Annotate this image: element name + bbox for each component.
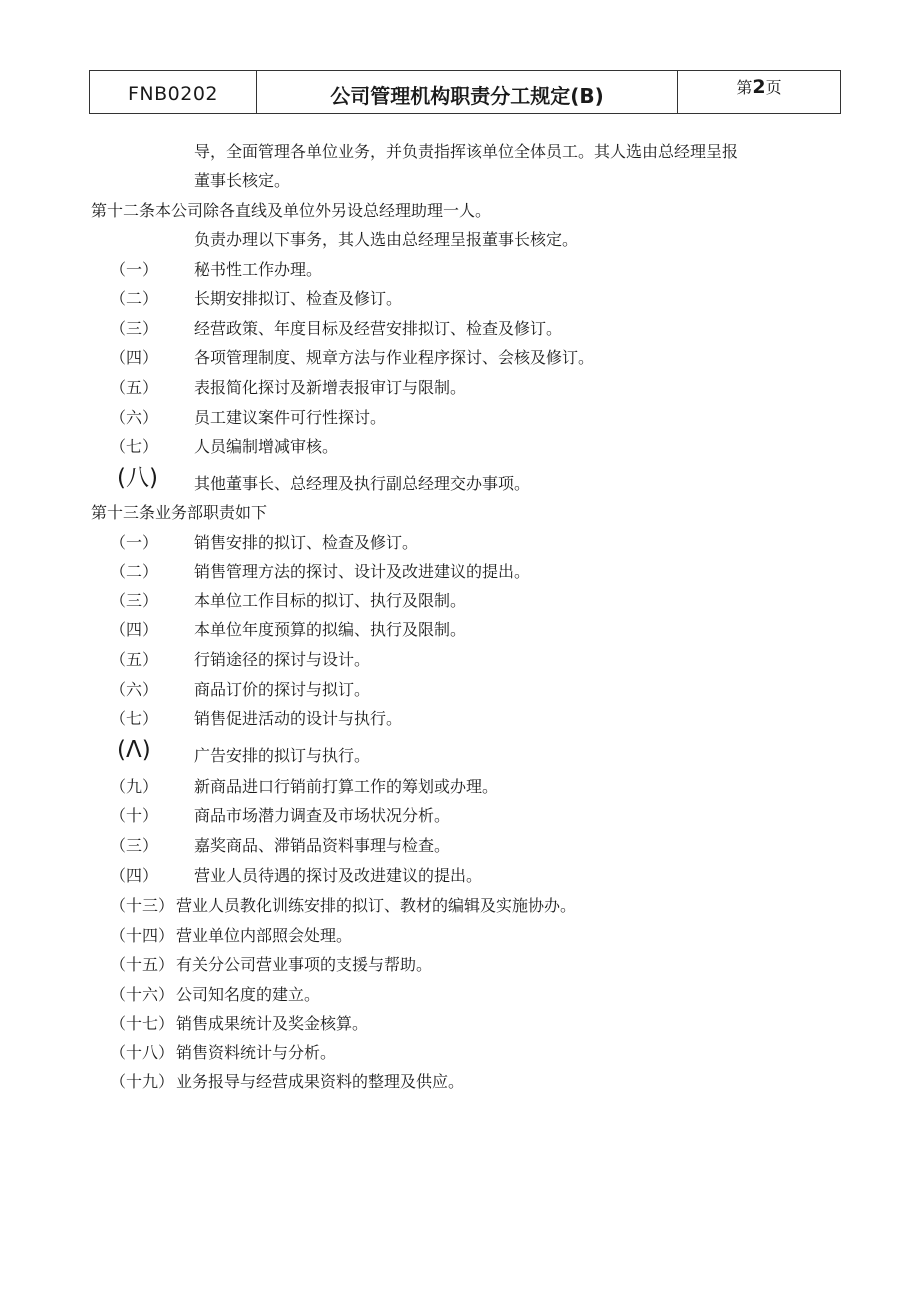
list-item: 销售安排的拟订、检查及修订。 <box>194 533 419 552</box>
page-number <box>678 71 841 114</box>
article-13-heading: 第十三条业务部职责如下 <box>91 503 268 522</box>
list-item-number: （二） <box>110 289 159 308</box>
list-item: 公司知名度的建立。 <box>176 985 321 1004</box>
list-item-number: （五） <box>110 650 159 669</box>
list-item: 商品市场潜力调查及市场状况分析。 <box>194 806 451 825</box>
list-item: 有关分公司营业事项的支援与帮助。 <box>176 955 433 974</box>
list-item-number: （九） <box>110 777 159 796</box>
list-item: 其他董事长、总经理及执行副总经理交办事项。 <box>194 474 531 493</box>
document-title: 公司管理机构职责分工规定(B) <box>257 71 678 114</box>
list-item: 员工建议案件可行性探讨。 <box>194 408 387 427</box>
list-item: 销售成果统计及奖金核算。 <box>176 1014 369 1033</box>
list-item-number: （六） <box>110 408 159 427</box>
list-item-number: （七） <box>110 437 159 456</box>
list-item: 嘉奖商品、滞销品资料事理与检查。 <box>194 836 451 855</box>
document-code: FNB0202 <box>90 71 257 114</box>
list-item-number: （三） <box>110 591 159 610</box>
list-item-number: (八) <box>117 465 158 491</box>
list-item-number: （十） <box>110 806 159 825</box>
list-item-number: （五） <box>110 378 159 397</box>
list-item-number: （一） <box>110 533 159 552</box>
article-12-heading: 第十二条本公司除各直线及单位外另设总经理助理一人。 <box>91 201 492 220</box>
list-item-number: （十六） <box>110 985 175 1004</box>
list-item-number: （四） <box>110 348 159 367</box>
list-item: 各项管理制度、规章方法与作业程序探讨、会核及修订。 <box>194 348 595 367</box>
list-item-number: （十七） <box>110 1014 175 1033</box>
list-item-number: （十四） <box>110 926 175 945</box>
list-item-number: (Λ) <box>117 737 151 763</box>
list-item: 本单位年度预算的拟编、执行及限制。 <box>194 620 467 639</box>
list-item-number: （十九） <box>110 1072 175 1091</box>
list-item: 销售管理方法的探讨、设计及改进建议的提出。 <box>194 562 531 581</box>
list-item-number: （六） <box>110 680 159 699</box>
list-item-number: （二） <box>110 562 159 581</box>
list-item: 营业人员待遇的探讨及改进建议的提出。 <box>194 866 483 885</box>
list-item-number: （七） <box>110 709 159 728</box>
page-prefix: 第 <box>736 78 753 97</box>
list-item: 经营政策、年度目标及经营安排拟订、检查及修订。 <box>194 319 563 338</box>
list-item: 秘书性工作办理。 <box>194 260 323 279</box>
continuation-line-1: 导，全面管理各单位业务，并负责指挥该单位全体员工。其人选由总经理呈报 <box>194 142 739 161</box>
list-item-number: （三） <box>110 836 159 855</box>
list-item-number: （十三） <box>110 896 175 915</box>
list-item: 本单位工作目标的拟订、执行及限制。 <box>194 591 467 610</box>
list-item: 业务报导与经营成果资料的整理及供应。 <box>176 1072 465 1091</box>
page-number-value: 2 <box>752 76 766 98</box>
list-item: 新商品进口行销前打算工作的筹划或办理。 <box>194 777 499 796</box>
list-item: 销售促进活动的设计与执行。 <box>194 709 403 728</box>
list-item: 广告安排的拟订与执行。 <box>194 746 371 765</box>
article-12-intro: 负责办理以下事务，其人选由总经理呈报董事长核定。 <box>194 230 579 249</box>
page-suffix: 页 <box>765 78 782 97</box>
list-item: 长期安排拟订、检查及修订。 <box>194 289 403 308</box>
list-item: 销售资料统计与分析。 <box>176 1043 337 1062</box>
continuation-line-2: 董事长核定。 <box>194 171 291 190</box>
list-item-number: （三） <box>110 319 159 338</box>
list-item: 商品订价的探讨与拟订。 <box>194 680 371 699</box>
list-item-number: （四） <box>110 620 159 639</box>
list-item-number: （十五） <box>110 955 175 974</box>
list-item: 营业人员教化训练安排的拟订、教材的编辑及实施协办。 <box>176 896 577 915</box>
list-item: 营业单位内部照会处理。 <box>176 926 353 945</box>
list-item-number: （四） <box>110 866 159 885</box>
list-item: 行销途径的探讨与设计。 <box>194 650 371 669</box>
list-item: 表报简化探讨及新增表报审订与限制。 <box>194 378 467 397</box>
document-header <box>89 70 841 114</box>
list-item-number: （十八） <box>110 1043 175 1062</box>
list-item-number: （一） <box>110 260 159 279</box>
list-item: 人员编制增减审核。 <box>194 437 339 456</box>
